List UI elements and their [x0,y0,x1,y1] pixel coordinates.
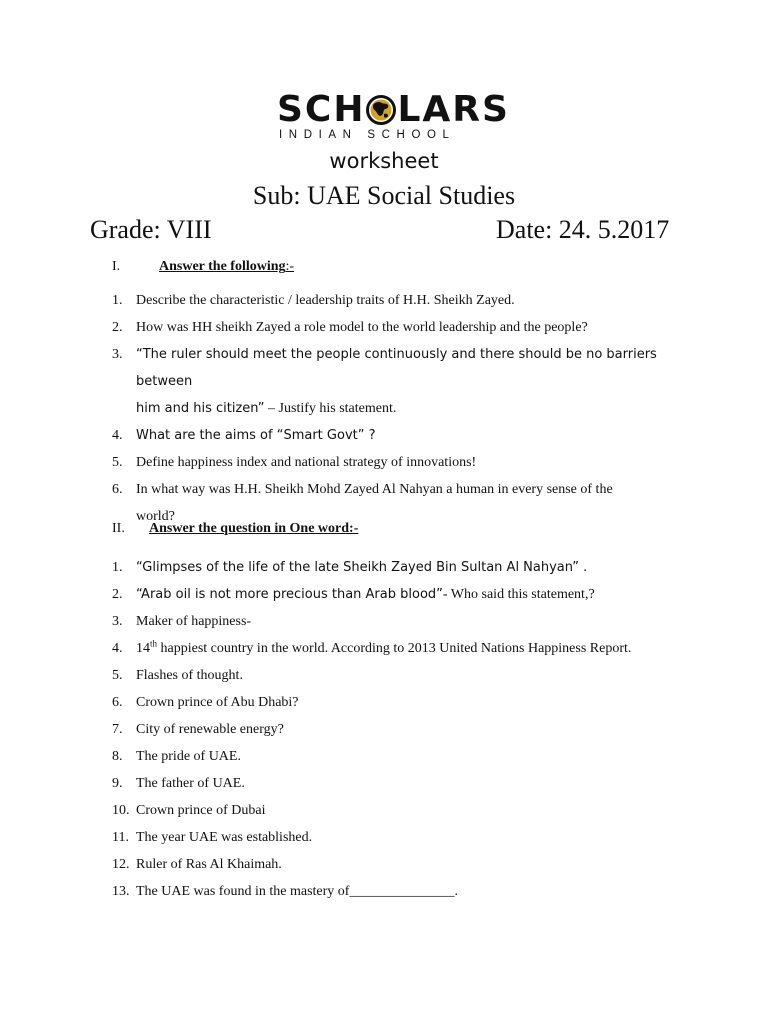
item-text: Maker of happiness- [136,614,252,629]
item-number: 4. [112,428,123,443]
section-1-list [112,287,692,530]
section-numeral: II. [112,521,125,536]
item-text: What are the aims of “Smart Govt” ? [136,428,376,443]
sheet-title: worksheet [329,149,439,173]
list-item [112,797,692,824]
section-title-tail: :- [285,259,295,274]
list-item [112,341,692,422]
subject-title: Sub: UAE Social Studies [252,181,516,210]
item-text: How was HH sheikh Zayed a role model to the world leadership and the people? [136,320,588,335]
section-2-heading [112,519,512,539]
list-item [112,770,692,797]
list-item [112,422,692,449]
list-item [112,716,692,743]
list-item [112,449,692,476]
item-text: Crown prince of Dubai [136,803,266,818]
item-number: 2. [112,320,123,335]
grade-label: Grade: VIII [90,215,212,244]
item-ordinal-suffix: th [150,638,158,649]
item-number: 5. [112,455,123,470]
date-label: Date: 24. 5.2017 [496,215,670,244]
section-title [159,257,294,277]
list-item [112,662,692,689]
logo-word-right: LARS [397,89,510,130]
item-text: In what way was H.H. Sheikh Mohd Zayed Al Nahyan a human in every sense of the [136,482,613,497]
item-number: 3. [112,347,123,362]
section-numeral: I. [112,259,121,274]
item-text-quote: him and his citizen” [136,401,265,416]
item-number: 7. [112,722,123,737]
item-ordinal: 14 [136,641,150,656]
item-number: 1. [112,560,123,575]
logo-word-left: SCH [277,89,366,130]
list-item [112,581,692,608]
item-text-quote: “Arab oil is not more precious than Arab blood” [136,587,443,602]
section-title: Answer the question in One word:- [149,521,359,536]
item-text-tail: - Who said this statement,? [442,587,595,602]
item-text: Crown prince of Abu Dhabi? [136,695,299,710]
item-text: The year UAE was established. [136,830,313,845]
logo-subtitle: INDIAN SCHOOL [279,129,456,141]
list-item [112,635,692,662]
item-text [136,635,692,662]
item-number: 3. [112,614,123,629]
item-text: Ruler of Ras Al Khaimah. [136,857,282,872]
logo-wordmark [277,89,510,130]
item-text: “The ruler should meet the people continuously and there should be no barriers between [136,347,657,389]
item-number: 2. [112,587,123,602]
section-title-text: Answer the following [159,259,286,274]
item-number: 1. [112,293,123,308]
item-text: The UAE was found in the mastery of_______________. [136,884,458,899]
item-text: “Glimpses of the life of the late Sheikh Zayed Bin Sultan Al Nahyan” . [136,560,588,575]
item-number: 6. [112,695,123,710]
item-text: City of renewable energy? [136,722,284,737]
globe-icon [366,95,396,125]
list-item [112,554,692,581]
item-number: 6. [112,482,123,497]
item-text: Describe the characteristic / leadership traits of H.H. Sheikh Zayed. [136,293,515,308]
item-number: 5. [112,668,123,683]
section-2-list [112,554,692,905]
item-text: The father of UAE. [136,776,245,791]
item-number: 11. [112,830,129,845]
item-number: 13. [112,884,130,899]
item-text-rest: happiest country in the world. According to 2013 United Nations Happiness Report. [157,641,632,656]
list-item [112,314,692,341]
list-item [112,851,692,878]
list-item [112,743,692,770]
school-logo [277,89,510,142]
item-number: 8. [112,749,123,764]
section-1-heading [112,257,512,277]
item-number: 4. [112,641,123,656]
item-text: Flashes of thought. [136,668,243,683]
item-text [136,581,692,608]
item-text-continued: world? [136,509,175,524]
item-number: 10. [112,803,130,818]
item-number: 9. [112,776,123,791]
list-item [112,689,692,716]
item-text: The pride of UAE. [136,749,241,764]
item-text: Define happiness index and national strategy of innovations! [136,455,477,470]
item-text-continued [136,395,692,422]
item-text-tail: – Justify his statement. [264,401,397,416]
list-item [112,287,692,314]
item-number: 12. [112,857,130,872]
list-item [112,878,692,905]
list-item [112,824,692,851]
list-item [112,608,692,635]
